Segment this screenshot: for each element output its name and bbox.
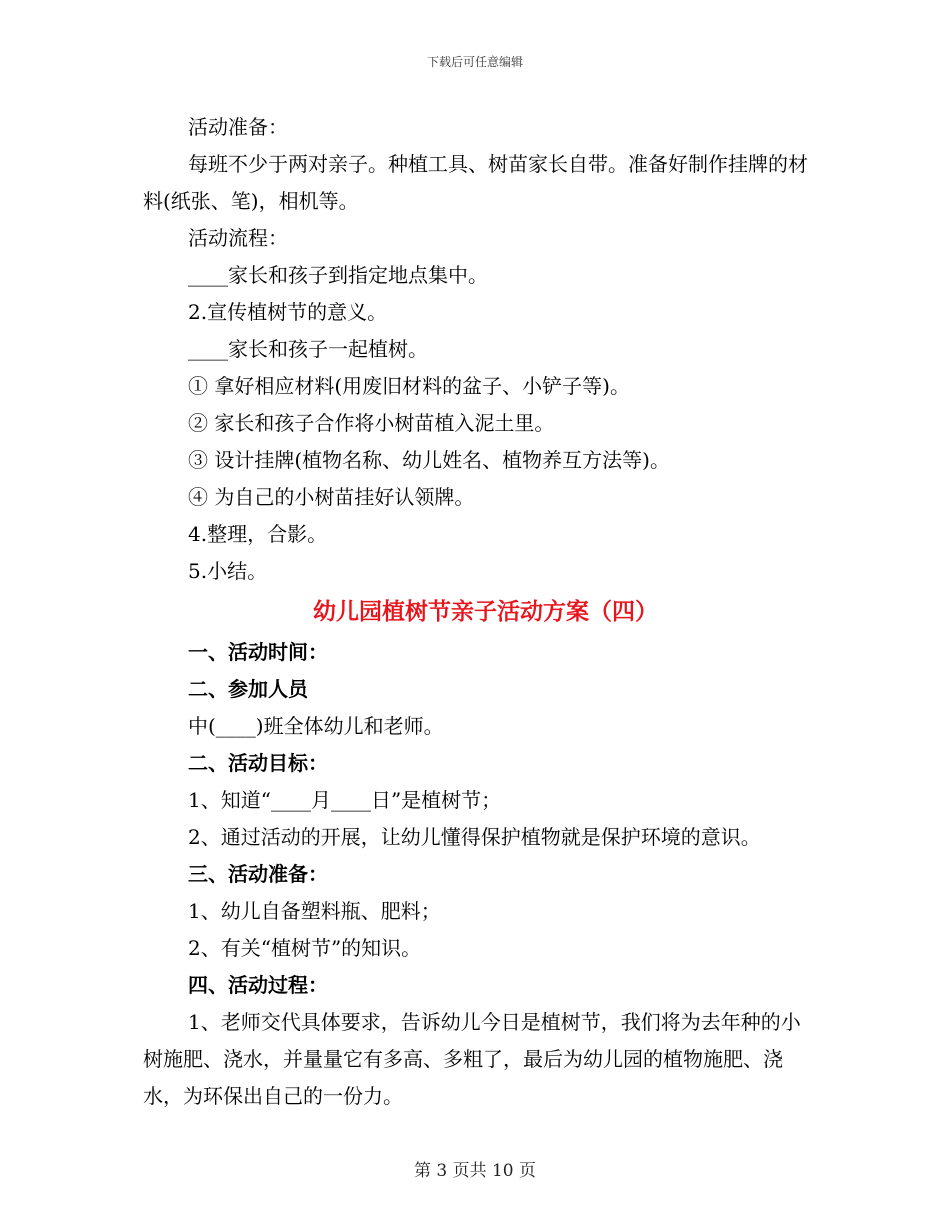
prep-body: 每班不少于两对亲子。种植工具、树苗家长自带。准备好制作挂牌的材料(纸张、笔)，相机等。 — [143, 152, 808, 213]
flow-step-3a: ① 拿好相应材料(用废旧材料的盆子、小铲子等)。 — [188, 374, 630, 398]
process-item-1: 1、老师交代具体要求，告诉幼儿今日是植树节，我们将为去年种的小树施肥、浇水，并量量它有多高、多粗了，最后为幼儿园的植物施肥、浇水，为环保出自己的一份力。 — [143, 1010, 801, 1108]
time-heading: 一、活动时间： — [188, 640, 328, 664]
flow-step-3b: ② 家长和孩子合作将小树苗植入泥土里。 — [188, 411, 555, 435]
flow-step-3c: ③ 设计挂牌(植物名称、幼儿姓名、植物养互方法等)。 — [188, 448, 670, 472]
people-heading: 二、参加人员 — [188, 677, 308, 701]
flow-step-2: 2.宣传植树节的意义。 — [188, 300, 388, 324]
people-body: 中(____)班全体幼儿和老师。 — [188, 714, 444, 738]
section-title: 幼儿园植树节亲子活动方案（四） — [313, 598, 658, 625]
prep-item-1: 1、幼儿自备塑料瓶、肥料； — [188, 899, 441, 923]
flow-step-5: 5.小结。 — [188, 559, 268, 583]
process-heading: 四、活动过程： — [188, 973, 328, 997]
goal-item-1: 1、知道“____月____日”是植树节； — [188, 788, 502, 812]
page-footer: 第 3 页共 10 页 — [413, 1161, 537, 1181]
goal-heading: 二、活动目标： — [188, 751, 328, 775]
prep-item-2: 2、有关“植树节”的知识。 — [188, 936, 422, 960]
flow-step-3d: ④ 为自己的小树苗挂好认领牌。 — [188, 485, 475, 509]
flow-step-4: 4.整理，合影。 — [188, 522, 328, 546]
prep-heading: 三、活动准备： — [188, 862, 328, 886]
goal-item-2: 2、通过活动的开展，让幼儿懂得保护植物就是保护环境的意识。 — [188, 825, 761, 849]
flow-step-3: ____家长和孩子一起植树。 — [188, 337, 428, 361]
prep-label: 活动准备： — [188, 115, 288, 139]
page-header: 下载后可任意编辑 — [426, 55, 523, 69]
flow-label: 活动流程： — [188, 226, 288, 250]
document-body — [143, 109, 808, 1115]
flow-step-1: ____家长和孩子到指定地点集中。 — [188, 263, 488, 287]
